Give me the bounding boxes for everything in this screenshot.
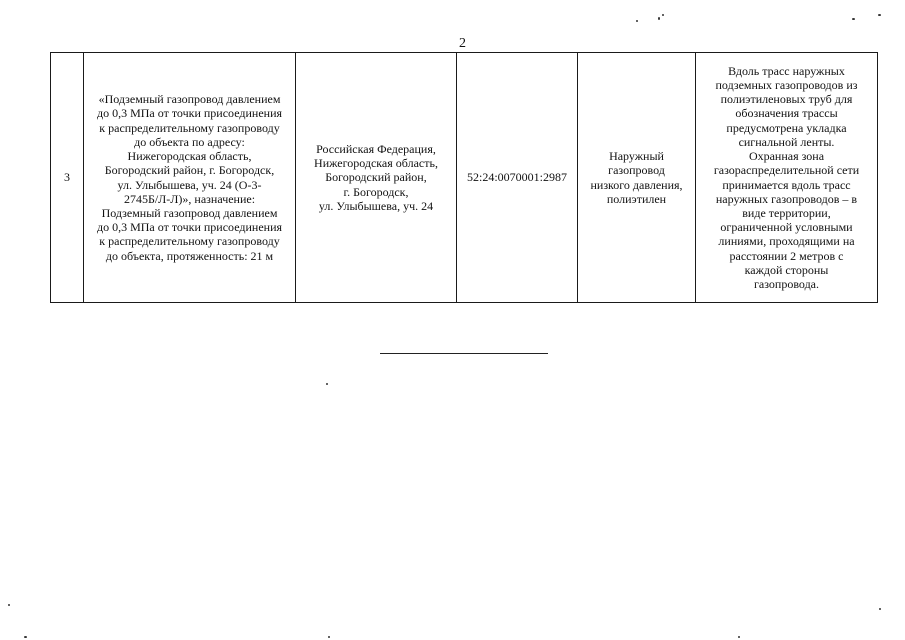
scan-speck: [8, 604, 10, 606]
protection-zone-note-cell: [696, 53, 878, 303]
object-name-cell: [84, 53, 296, 303]
object-address-cell: [296, 53, 457, 303]
scan-speck: [738, 636, 740, 638]
cadastral-number-cell: [457, 53, 578, 303]
scan-speck: [326, 383, 328, 385]
row-number-cell: [51, 53, 84, 303]
scan-speck: [878, 14, 881, 16]
object-registry-table: [50, 52, 878, 303]
object-type-cell: [578, 53, 696, 303]
scan-speck: [636, 20, 638, 22]
page-number: 2: [459, 36, 466, 51]
scan-speck: [879, 608, 881, 610]
object-address: Российская Федерация, Нижегородская область, Богородский район, г. Богородск, ул. Улыбышева, уч. 24: [314, 141, 438, 213]
scan-speck: [852, 18, 855, 20]
end-of-table-divider: [380, 353, 548, 354]
scan-speck: [662, 14, 664, 16]
object-name: «Подземный газопровод давлением до 0,3 МПа от точки присоединения к распределительному газопроводу до объекта по адресу: Нижегородская область, Богородский район, г. Богородск, ул. Улыбышева, уч. 24 (О-3- 2745Б/Л-Л)», назначение: Подземный газопровод давлением до 0,3 МПа от точки присоединения к распределительному газопроводу до объекта, протяженность: 21 м: [96, 92, 283, 263]
object-type: Наружный газопровод низкого давления, полиэтилен: [590, 149, 683, 206]
scan-speck: [24, 636, 27, 638]
row-number: 3: [64, 170, 70, 185]
protection-zone-note: Вдоль трасс наружных подземных газопроводов из полиэтиленовых труб для обозначения трассы предусмотрена укладка сигнальной ленты. Охранная зона газораспределительной сети принимается вдоль трасс наружных газопроводов – в виде территории, ограниченной условными линиями, проходящими на расстоянии 2 метров с каждой стороны газопровода.: [713, 63, 860, 291]
scan-speck: [328, 636, 330, 638]
cadastral-number: 52:24:0070001:2987: [466, 170, 567, 185]
scan-speck: [658, 17, 660, 20]
table-row: [51, 53, 878, 303]
